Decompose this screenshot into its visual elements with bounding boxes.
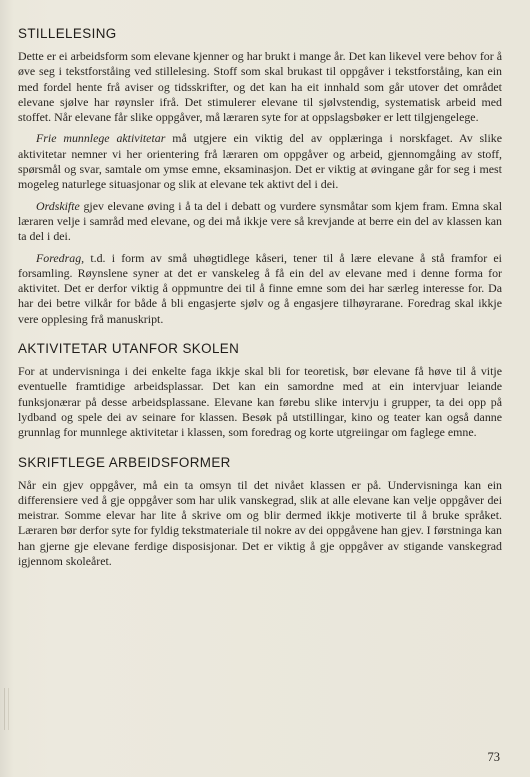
paragraph-lead: Ordskifte	[36, 198, 80, 213]
paragraph	[18, 199, 502, 245]
section-heading: STILLELESING	[18, 26, 117, 41]
binding-mark	[4, 688, 9, 730]
paragraph-text: gjev elevane øving i å ta del i debatt og vurdere synsmåtar som kjem fram. Emna skal læraren velje i samråd med elevane, og dei må ikkje vere så krevjande at berre ein del av klassen kan ta del i dei.	[18, 198, 502, 244]
page-number: 73	[487, 750, 500, 764]
paragraph	[18, 251, 502, 327]
paragraph-lead: Frie munnlege aktivitetar	[36, 131, 166, 146]
section-stillelesing	[18, 26, 502, 327]
paragraph-lead: Foredrag,	[36, 250, 85, 265]
paragraph-text: t.d. i form av små uhøgtidlege kåseri, tener til å lære elevane å stå framfor ei forsamling. Røynslene syner at det er vanskeleg å få ein del av elevane med i denne forma for aktivitet. Det er derfor viktig å oppmuntre dei til å finne emne som dei har særleg interesse for. Da har dei betre vilkår for både å bli engasjerte sjølv og å engasjere tilhøyrarane. Foredrag skal ikkje vere opplesing frå manuskript.	[18, 250, 502, 326]
paragraph-text: Dette er ei arbeidsform som elevane kjenner og har brukt i mange år. Det kan likevel vere behov for å øve seg i tekstforståing ved stillelesing. Stoff som skal brukast til oppgåver i tekstforståing, kan ein med fordel hente frå aviser og tidsskrifter, og det kan ha eit innhald som går utover det området elevane sjølve har røynsler ifrå. Det stimulerer elevane til sjølvstendig, systematisk arbeid med stoffet. Når elevane får slike oppgåver, må læraren syte for at oppslagsbøker er lett tilgjengelege.	[18, 49, 502, 125]
paragraph-text: Når ein gjev oppgåver, må ein ta omsyn til det nivået klassen er på. Undervisninga kan ein differensiere ved å gje oppgåver som har ulik vanskegrad, slik at alle elevane kan velje oppgåver dei meistrar. Somme elevar har lite å skrive om og blir dermed ikkje motiverte til å bruke språket. Læraren bør derfor syte for fyldig tekstmateriale til nokre av dei oppgåvene han gjev. I førstninga kan han gjerne gje elevane ferdige disposisjonar. Det er viktig å gje oppgåver av stigande vanskegrad igjennom skoleåret.	[18, 477, 502, 569]
section-heading: SKRIFTLEGE ARBEIDSFORMER	[18, 454, 231, 470]
paragraph	[18, 364, 502, 440]
paragraph	[18, 131, 502, 192]
section-aktivitetar	[18, 341, 502, 440]
section-skriftlege	[18, 455, 502, 570]
paragraph-text: For at undervisninga i dei enkelte faga ikkje skal bli for teoretisk, bør elevane få høve til å vitje eventuelle framtidige arbeidsplassar. Det kan ein samordne med at ein intervjuar leiande funksjonærar på desse arbeidsplassane. Elevane kan førebu slike intervju i grupper, ta dei opp på lydband og spele dei av seinare for klassen. Besøk på utstillingar, kino og teater kan også danne grunnlag for munnlege aktivitetar i klassen, som foredrag og korte utgreiingar om faglege emne.	[18, 364, 502, 440]
paragraph	[18, 49, 502, 125]
paragraph-text: må utgjere ein viktig del av opplæringa i norskfaget. Av slike aktivitetar nemner vi her orientering frå læraren om oppgåver og arbeid, gjennomgåing av stoff, spørsmål og svar, samtale om ymse emne, eksaminasjon. Det er viktig at øvingane går for seg i mest mogeleg naturlege situasjonar og slik at elevane tek aktivt del i dei.	[18, 131, 503, 192]
paragraph	[18, 478, 502, 570]
page-content	[18, 26, 502, 583]
section-heading: AKTIVITETAR UTANFOR SKOLEN	[18, 341, 240, 357]
